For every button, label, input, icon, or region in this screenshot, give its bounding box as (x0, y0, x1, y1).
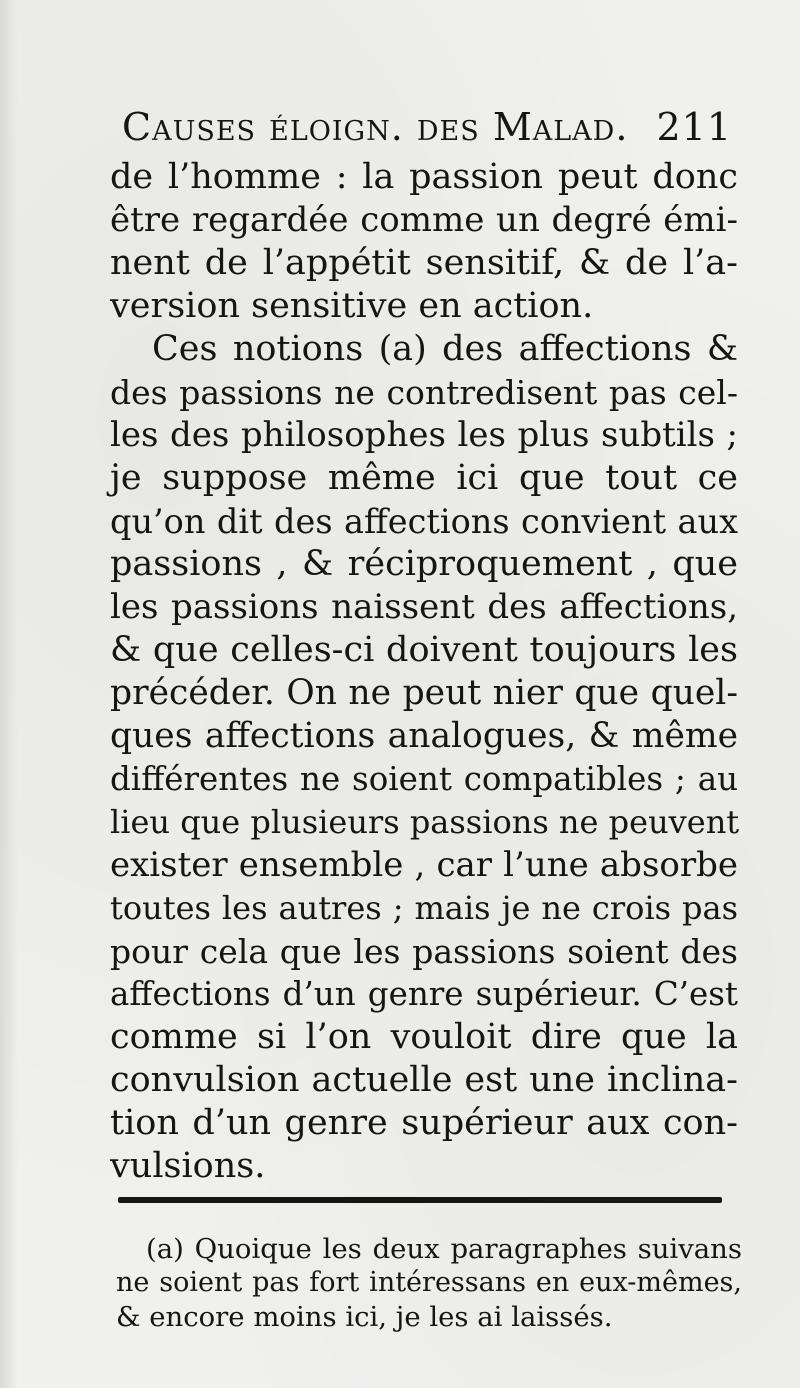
text-line: les passions naissent des affections, (110, 587, 738, 627)
text-line: des passions ne contredisent pas cel- (110, 373, 738, 412)
text-line: affections d’un genre supérieur. C’est (110, 975, 738, 1013)
footnote-rule (118, 1197, 722, 1203)
text-line: je suppose même ici que tout ce (110, 458, 738, 498)
text-line: & que celles-ci doivent toujours les (110, 630, 738, 670)
page-edge-shadow (0, 0, 18, 1388)
running-header (122, 104, 742, 150)
text-line: toutes les autres ; mais je ne crois pas (110, 889, 738, 927)
text-line: version sensitive en action. (110, 286, 594, 326)
text-line: convulsion actuelle est une inclina- (110, 1060, 738, 1100)
footnote (116, 1232, 742, 1334)
paragraph-start-line: Ces notions (a) des affections & (152, 329, 738, 369)
text-line: ques affections analogues, & même (110, 716, 738, 756)
footnote-line: & encore moins ici, je les ai laissés. (116, 1301, 613, 1333)
text-line: qu’on dit des affections convient aux (110, 502, 738, 541)
text-line: pour cela que les passions soient des (110, 932, 738, 971)
main-text (110, 156, 738, 1188)
text-line: différentes ne soient compatibles ; au (110, 760, 738, 798)
text-line: nent de l’appétit sensitif, & de l’a- (110, 243, 738, 283)
text-line: lieu que plusieurs passions ne peuvent (110, 803, 740, 841)
footnote-line: (a) Quoique les deux paragraphes suivans (146, 1233, 742, 1265)
text-line: les des philosophes les plus subtils ; (110, 415, 738, 455)
text-line: passions , & réciproquement , que (110, 544, 738, 584)
page-number: 211 (656, 105, 732, 149)
running-title: Causes éloign. des Malad. (122, 105, 629, 149)
text-line: de l’homme : la passion peut donc (110, 157, 738, 197)
footnote-line: ne soient pas fort intéressans en eux-mêmes, (116, 1267, 742, 1298)
text-line: précéder. On ne peut nier que quel- (110, 673, 738, 713)
text-line: exister ensemble , car l’une absorbe (110, 845, 738, 885)
text-line: comme si l’on vouloit dire que la (110, 1017, 738, 1057)
text-line: vulsions. (110, 1146, 266, 1186)
text-line: être regardée comme un degré émi- (110, 200, 738, 240)
text-line: tion d’un genre supérieur aux con- (110, 1103, 738, 1143)
